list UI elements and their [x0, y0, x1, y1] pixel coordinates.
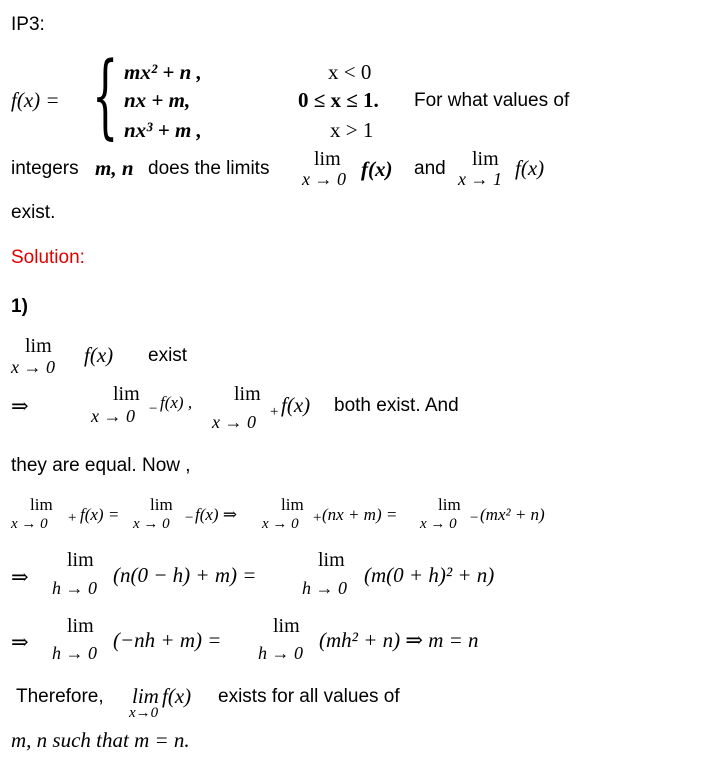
lim-word: lim — [67, 549, 94, 571]
step1-text: exist — [148, 345, 188, 366]
lim-subscript: x → 0 — [212, 412, 256, 432]
lim-expr: f(x) — [515, 156, 545, 180]
lim-superscript: + — [313, 510, 322, 526]
problem-heading: IP3: — [11, 14, 45, 35]
implies-arrow: ⇒ — [11, 630, 29, 654]
lim-expr: f(x) ⇒ — [195, 505, 238, 524]
lim-subscript: x → 0 — [91, 406, 135, 426]
lim-subscript: h → 0 — [52, 643, 97, 663]
case-3-expr: nx³ + m , — [124, 118, 202, 142]
lim-word: lim — [132, 684, 159, 708]
case-3-cond: x > 1 — [330, 118, 374, 142]
question-text-b: does the limits — [148, 158, 270, 179]
step-number: 1) — [11, 296, 28, 317]
lim-expr: f(x) — [281, 393, 311, 417]
lim-subscript: h → 0 — [258, 643, 303, 663]
implies-arrow: ⇒ — [11, 565, 29, 589]
lim-expr: (mx² + n) — [480, 505, 545, 524]
lim-word: lim — [318, 549, 345, 571]
lim-subscript: x → 0 — [133, 516, 170, 532]
lim-expr: (mh² + n) ⇒ m = n — [319, 628, 479, 652]
case-2-expr: nx + m, — [124, 88, 191, 112]
lim-word: lim — [150, 495, 173, 514]
solution-label: Solution: — [11, 247, 85, 268]
lim-expr: f(x) , — [160, 393, 193, 412]
lim-word: lim — [472, 148, 499, 170]
left-brace: { — [92, 42, 119, 149]
lim-subscript: x → 1 — [458, 169, 502, 189]
case-1-expr: mx² + n , — [124, 60, 202, 84]
lim-subscript: x → 0 — [11, 516, 48, 532]
question-tail: For what values of — [414, 90, 570, 111]
lim-subscript: x → 0 — [262, 516, 299, 532]
lim-word: lim — [438, 495, 461, 514]
implies-arrow: ⇒ — [11, 394, 29, 418]
lim-word: lim — [113, 383, 140, 405]
conclusion-final: m, n such that m = n. — [11, 728, 190, 752]
lim-expr: (−nh + m) = — [113, 628, 222, 652]
and-text: and — [414, 158, 446, 179]
lim-subscript: h → 0 — [52, 578, 97, 598]
lim-expr: (nx + m) = — [322, 505, 398, 524]
question-vars: m, n — [95, 156, 134, 180]
lim-word: lim — [25, 335, 52, 357]
lim-word: lim — [67, 615, 94, 637]
lim-superscript: + — [270, 404, 279, 420]
lim-expr: f(x) — [84, 343, 114, 367]
lim-subscript: x → 0 — [11, 357, 55, 377]
lim-word: lim — [234, 383, 261, 405]
lim-word: lim — [30, 495, 53, 514]
question-text-exist: exist. — [11, 202, 56, 223]
lim-subscript: x → 0 — [420, 516, 457, 532]
lim-subscript: h → 0 — [302, 578, 347, 598]
lim-superscript: − — [149, 401, 158, 417]
conclusion-text-a: Therefore, — [16, 686, 104, 707]
lim-subscript: x→0 — [129, 705, 159, 721]
lim-word: lim — [273, 615, 300, 637]
question-text-a: integers — [11, 158, 79, 179]
lim-superscript: − — [470, 510, 479, 526]
lim-expr: f(x) = — [80, 505, 120, 524]
lim-expr: f(x) — [162, 684, 192, 708]
lim-superscript: + — [68, 510, 77, 526]
lim-superscript: − — [185, 510, 194, 526]
step3-text: they are equal. Now , — [11, 455, 191, 476]
function-lhs: f(x) = — [11, 88, 60, 112]
lim-expr: (n(0 − h) + m) = — [113, 563, 257, 587]
lim-word: lim — [281, 495, 304, 514]
lim-expr: (m(0 + h)² + n) — [364, 563, 495, 587]
case-1-cond: x < 0 — [328, 60, 372, 84]
lim-expr: f(x) — [361, 157, 393, 181]
case-2-cond: 0 ≤ x ≤ 1. — [298, 88, 379, 112]
conclusion-text-b: exists for all values of — [218, 686, 400, 707]
lim-subscript: x → 0 — [302, 169, 346, 189]
step2-text: both exist. And — [334, 395, 459, 416]
lim-word: lim — [314, 148, 341, 170]
